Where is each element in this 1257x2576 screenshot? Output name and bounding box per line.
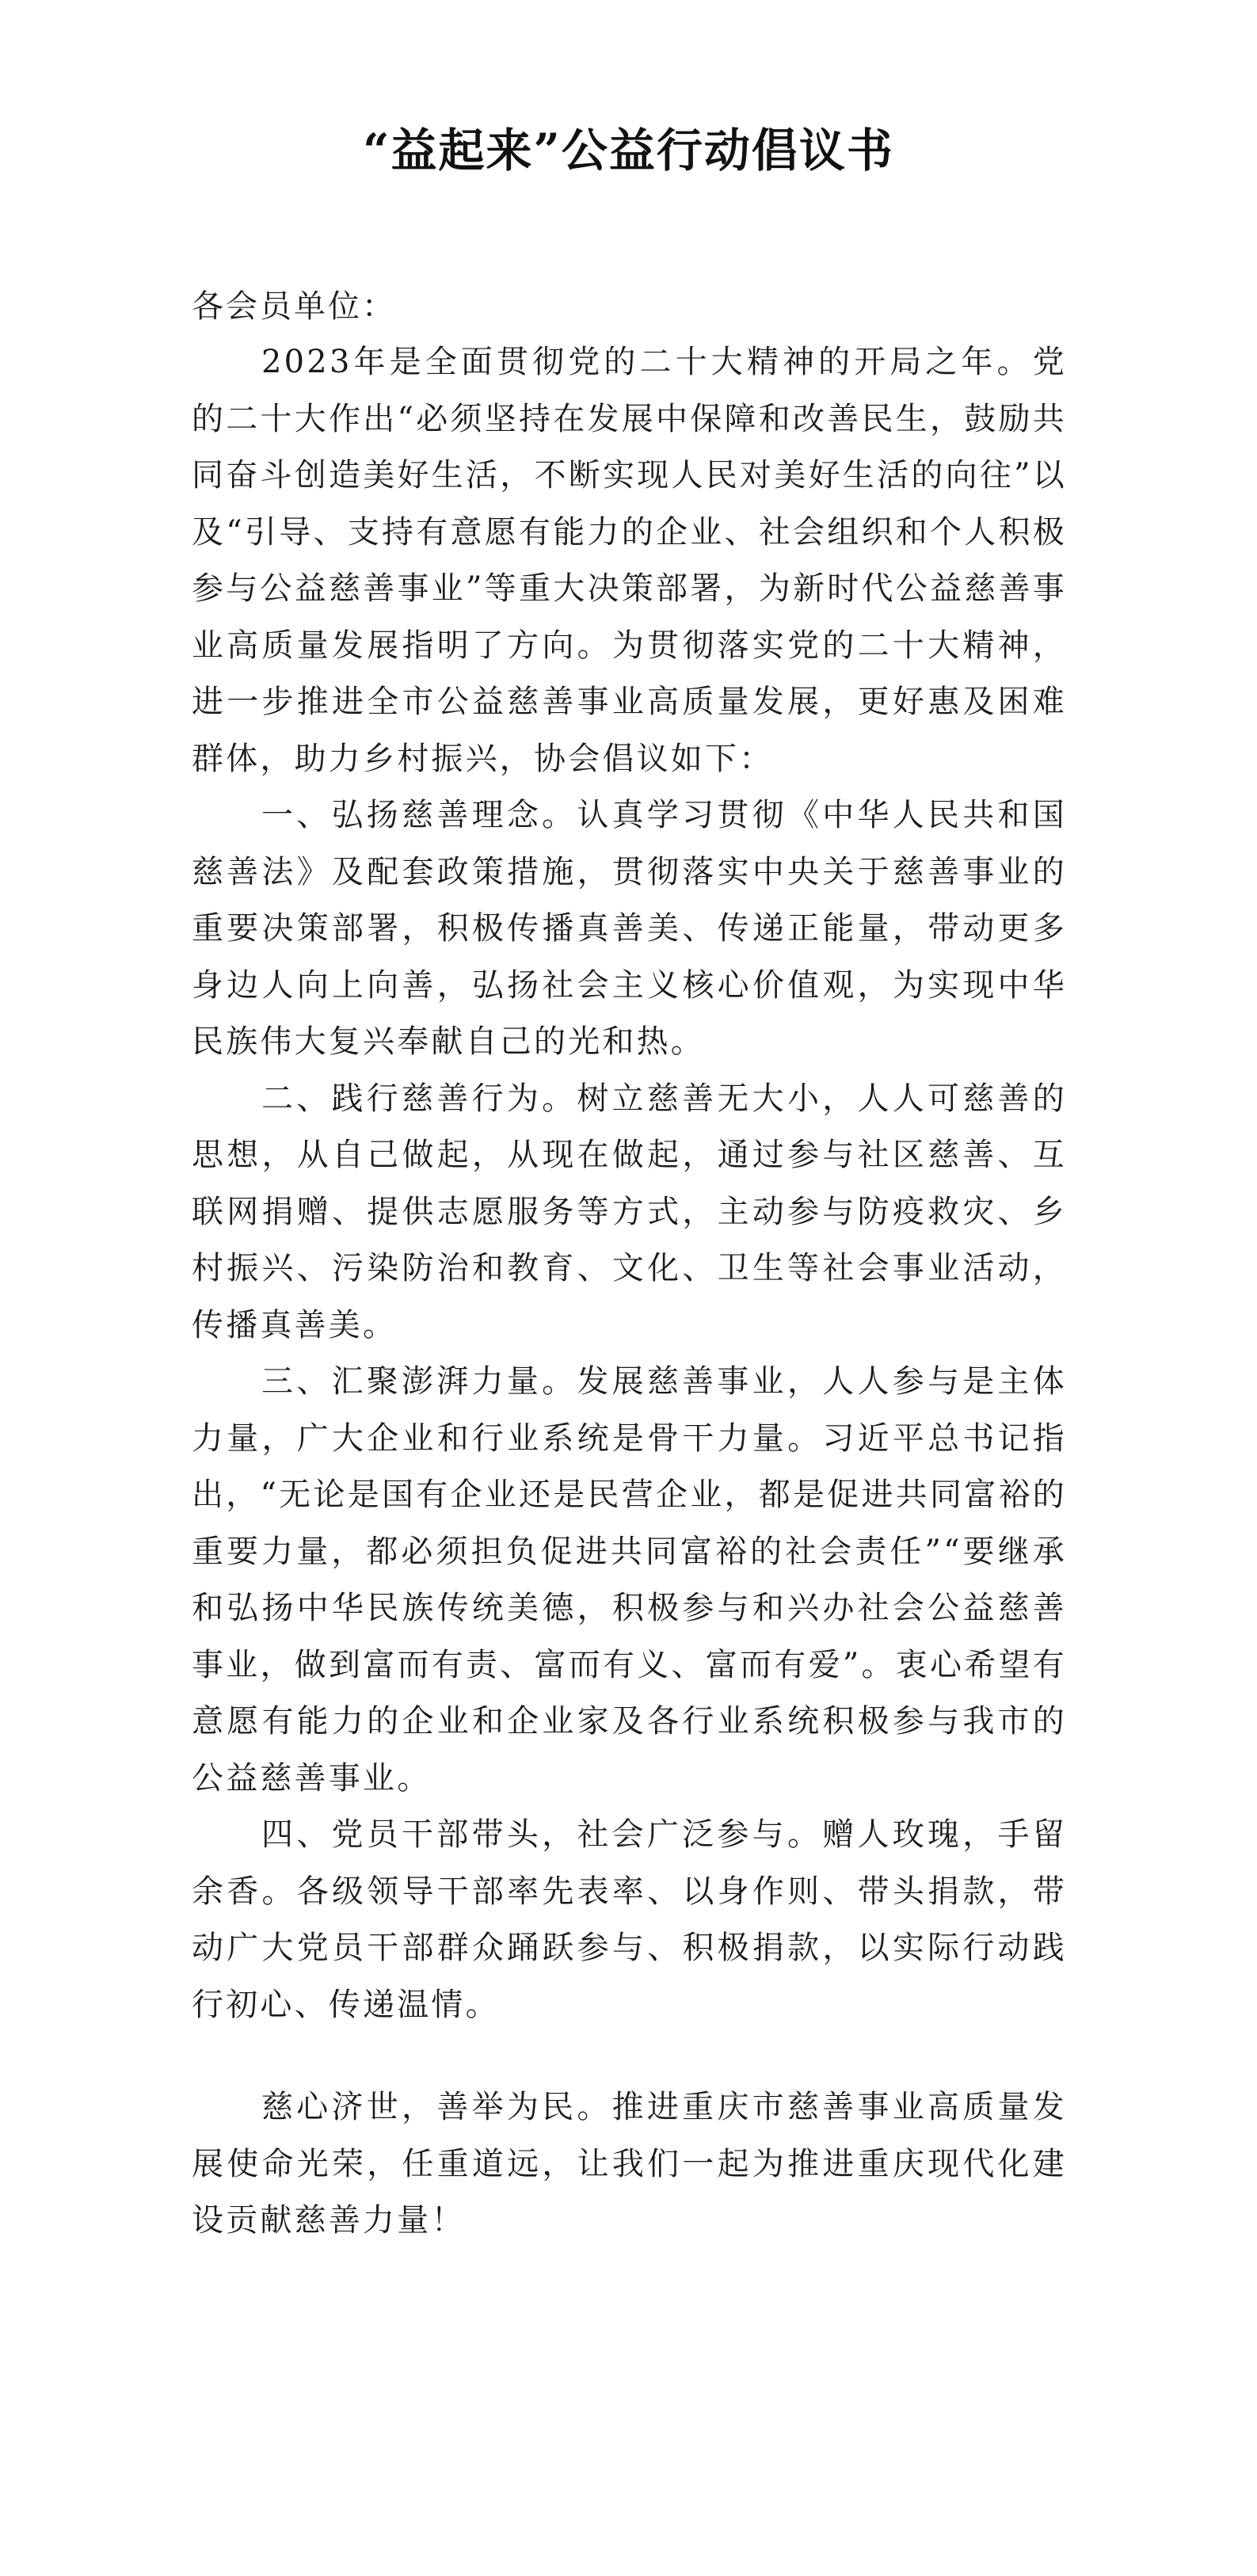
paragraph-item-2: 二、践行慈善行为。树立慈善无大小，人人可慈善的思想，从自己做起，从现在做起，通过参与社区慈善、互联网捐赠、提供志愿服务等方式，主动参与防疫救灾、乡村振兴、污染防治和教育、文化、卫生等社会事业活动，传播真善美。 bbox=[192, 1080, 1067, 1343]
document-body bbox=[192, 334, 1067, 2250]
paragraph-item-4: 四、党员干部带头，社会广泛参与。赠人玫瑰，手留余香。各级领导干部率先表率、以身作则、带头捐款，带动广大党员干部群众踊跃参与、积极捐款，以实际行动践行初心、传递温情。 bbox=[192, 1816, 1067, 2023]
paragraph-item-3: 三、汇聚澎湃力量。发展慈善事业，人人参与是主体力量，广大企业和行业系统是骨干力量。习近平总书记指出，“无论是国有企业还是民营企业，都是促进共同富裕的重要力量，都必须担负促进共同富裕的社会责任”“要继承和弘扬中华民族传统美德，积极参与和兴办社会公益慈善事业，做到富而有责、富而有义、富而有爱”。衷心希望有意愿有能力的企业和企业家及各行业系统积极参与我市的公益慈善事业。 bbox=[192, 1363, 1067, 1797]
closing-paragraph: 慈心济世，善举为民。推进重庆市慈善事业高质量发展使命光荣，任重道远，让我们一起为推进重庆现代化建设贡献慈善力量！ bbox=[192, 2089, 1067, 2239]
document-title: “益起来”公益行动倡议书 bbox=[363, 124, 894, 177]
salutation: 各会员单位： bbox=[192, 288, 396, 325]
paragraph-item-1: 一、弘扬慈善理念。认真学习贯彻《中华人民共和国慈善法》及配套政策措施，贯彻落实中央关于慈善事业的重要决策部署，积极传播真善美、传递正能量，带动更多身边人向上向善，弘扬社会主义核心价值观，为实现中华民族伟大复兴奉献自己的光和热。 bbox=[192, 797, 1067, 1060]
paragraph-intro: 2023年是全面贯彻党的二十大精神的开局之年。党的二十大作出“必须坚持在发展中保障和改善民生，鼓励共同奋斗创造美好生活，不断实现人民对美好生活的向往”以及“引导、支持有意愿有能力的企业、社会组织和个人积极参与公益慈善事业”等重大决策部署，为新时代公益慈善事业高质量发展指明了方向。为贯彻落实党的二十大精神，进一步推进全市公益慈善事业高质量发展，更好惠及困难群体，助力乡村振兴，协会倡议如下： bbox=[192, 344, 1067, 777]
